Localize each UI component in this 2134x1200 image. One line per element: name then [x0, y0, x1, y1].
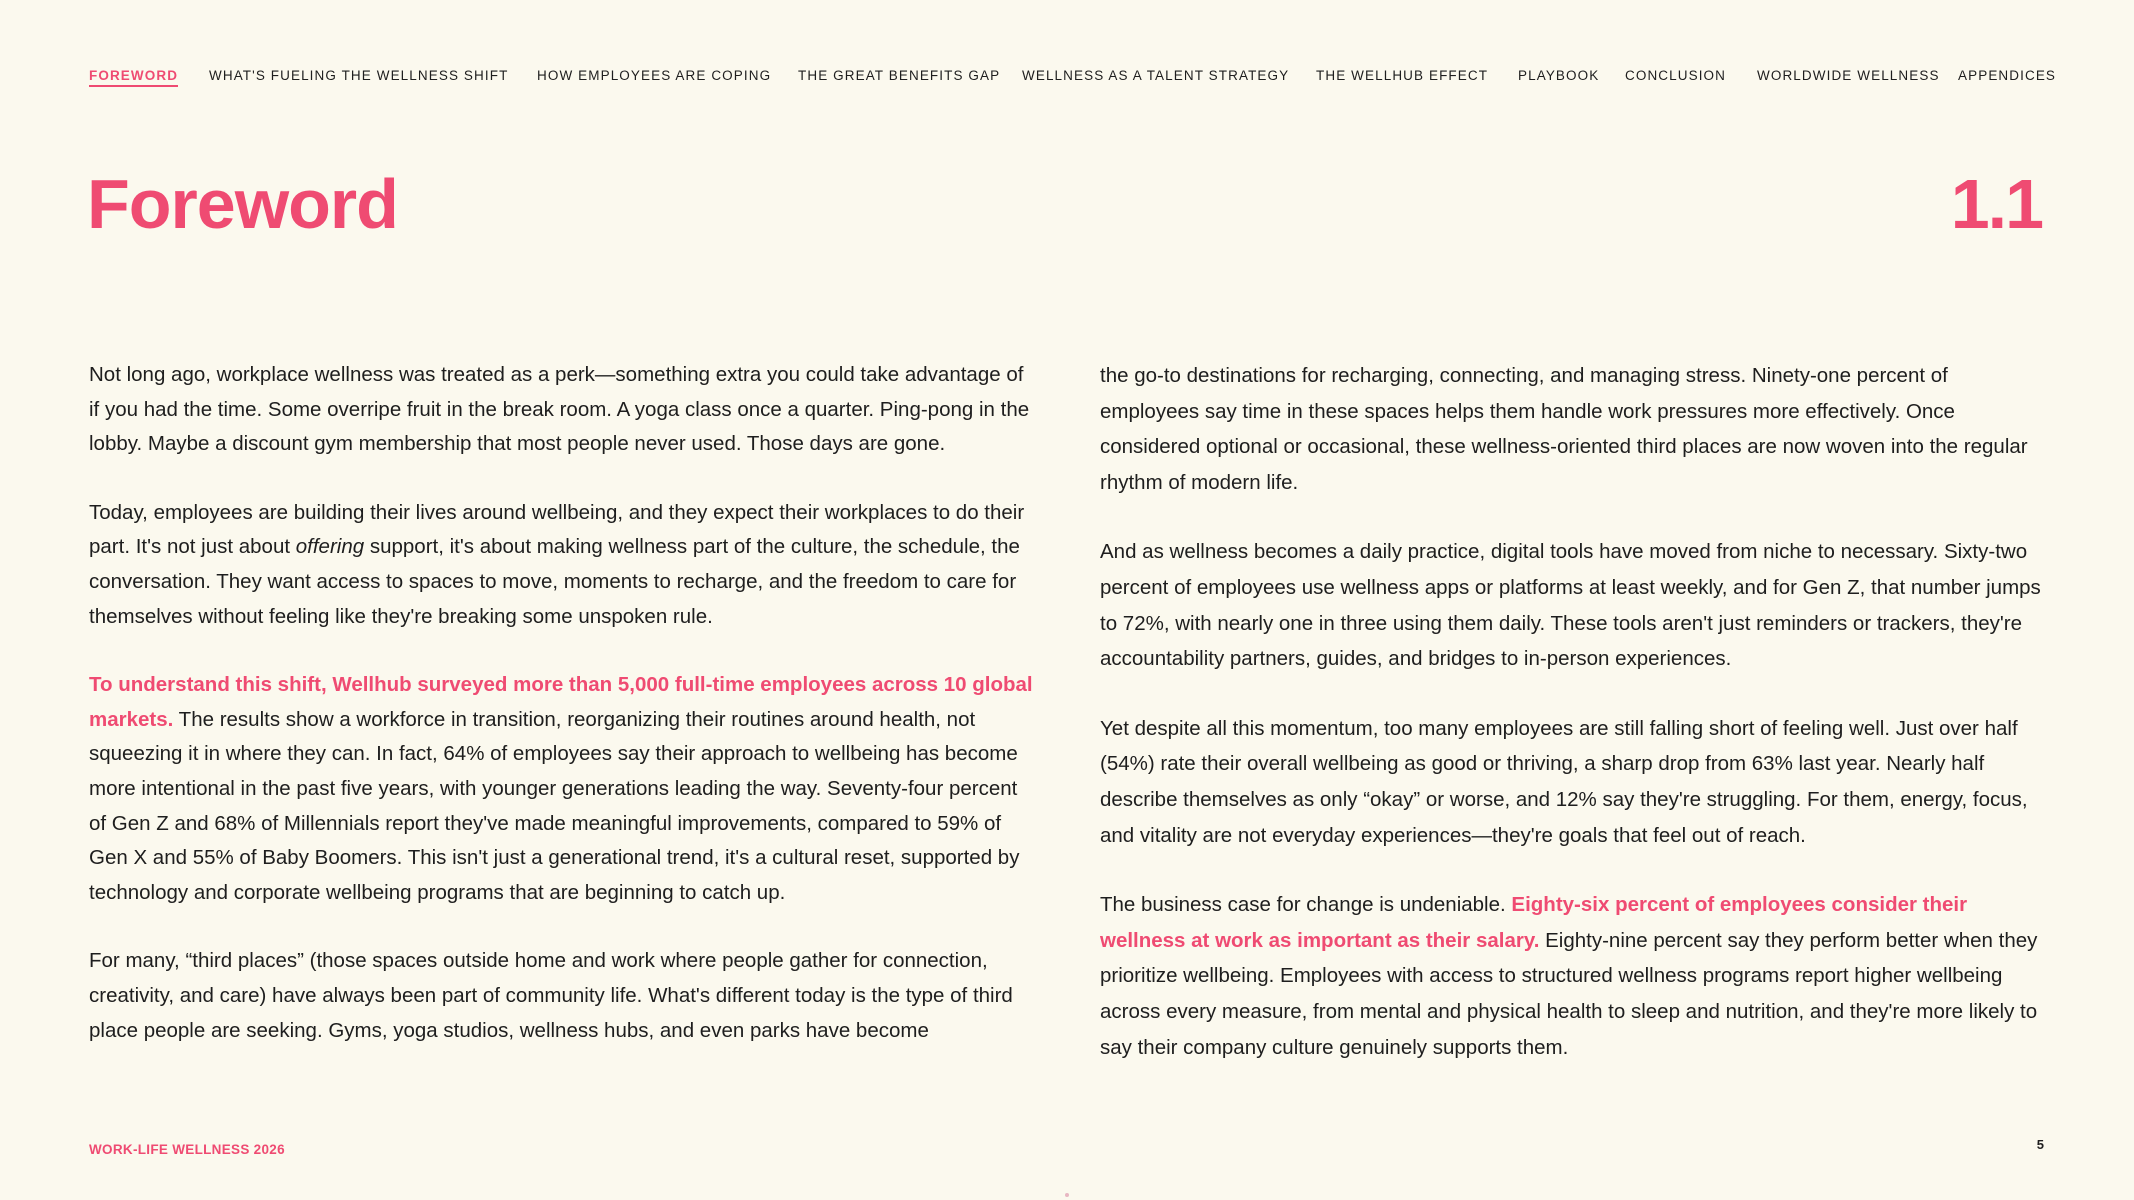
nav-item-worldwide-wellness[interactable]: WORLDWIDE WELLNESS: [1757, 68, 1940, 83]
paragraph: Not long ago, workplace wellness was treated as a perk—something extra you could take advantage of if you had the time. Some overripe fruit in the break room. A yoga class once a quarter. Ping-pong in the lobby. Maybe a discount gym membership that most people never used. Those days are gone.: [89, 363, 1030, 456]
paragraph-text: Today, employees are building their lives around wellbeing, and they expect their workplaces to do their part. It's not just about: [89, 500, 1025, 559]
section-number: 1.1: [1950, 165, 2042, 243]
nav-item-talent-strategy[interactable]: WELLNESS AS A TALENT STRATEGY: [1022, 68, 1290, 83]
paragraph-text: The business case for change is undeniable.: [1100, 893, 1512, 917]
paragraph: Yet despite all this momentum, too many employees are still falling short of feeling well. Just over half (54%) rate their overall wellbeing as good or thriving, a sharp drop from 63% last year. Nearly half describe themselves as only “okay” or worse, and 12% say they're struggling. For them, energy, focus, and vitality are not everyday experiences—they're goals that feel out of reach.: [1100, 716, 2028, 847]
paragraph: And as wellness becomes a daily practice, digital tools have moved from niche to necessary. Sixty-two percent of employees use wellness apps or platforms at least weekly, and for Gen Z, that number jumps to 72%, with nearly one in three using them daily. These tools aren't just reminders or trackers, they're accountability partners, guides, and bridges to in-person experiences.: [1100, 540, 2041, 671]
nav-item-appendices[interactable]: APPENDICES: [1958, 68, 2057, 83]
paragraph-text: Eighty-nine percent say they perform better when they prioritize wellbeing. Employees with access to structured wellness programs report higher wellbeing across every measure, from mental and physical health to sleep and nutrition, and they're more likely to say their company culture genuinely supports them.: [1100, 928, 2038, 1059]
scroll-indicator-dot: [1065, 1193, 1069, 1197]
nav-item-employees-coping[interactable]: HOW EMPLOYEES ARE COPING: [537, 68, 772, 83]
nav-item-conclusion[interactable]: CONCLUSION: [1625, 68, 1727, 83]
page-title: Foreword: [87, 165, 398, 243]
page-number: 5: [2036, 1137, 2044, 1152]
highlight-text: Eighty-six percent of employees consider their wellness at work as important as their salary.: [1100, 893, 1968, 952]
paragraph-text: support, it's about making wellness part of the culture, the schedule, the conversation. They want access to spaces to move, moments to recharge, and the freedom to care for themselves without feeling like they're breaking some unspoken rule.: [89, 535, 1020, 628]
paragraph-text: The results show a workforce in transition, reorganizing their routines around health, not squeezing it in where they can. In fact, 64% of employees say their approach to wellbeing has become more intentional in the past five years, with younger generations leading the way. Seventy-four percent of Gen Z and 68% of Millennials report they've made meaningful improvements, compared to 59% of Gen X and 55% of Baby Boomers. This isn't just a generational trend, it's a cultural reset, supported by technology and corporate wellbeing programs that are beginning to catch up.: [89, 707, 1020, 904]
paragraph: [89, 668, 1039, 910]
nav-item-benefits-gap[interactable]: THE GREAT BENEFITS GAP: [798, 68, 1001, 83]
paragraph: For many, “third places” (those spaces outside home and work where people gather for connection, creativity, and care) have always been part of community life. What's different today is the type of third place people are seeking. Gyms, yoga studios, wellness hubs, and even parks have become: [89, 949, 1013, 1042]
emphasis-text: offering: [295, 535, 365, 559]
highlight-text: To understand this shift, Wellhub surveyed more than 5,000 full-time employees across 10 global markets.: [89, 673, 1033, 731]
nav-item-wellness-shift[interactable]: WHAT'S FUELING THE WELLNESS SHIFT: [209, 68, 509, 83]
right-column: [1100, 358, 2050, 1099]
footer-report-name: WORK-LIFE WELLNESS 2026: [89, 1142, 285, 1157]
paragraph: [89, 496, 1039, 634]
left-column: [89, 358, 1039, 1082]
paragraph: [1100, 887, 2050, 1065]
nav-item-playbook[interactable]: PLAYBOOK: [1518, 68, 1600, 83]
nav-item-foreword[interactable]: FOREWORD: [89, 68, 178, 87]
nav-item-wellhub-effect[interactable]: THE WELLHUB EFFECT: [1316, 68, 1489, 83]
top-navigation: [89, 62, 2057, 94]
paragraph: the go-to destinations for recharging, connecting, and managing stress. Ninety-one percent of employees say time in these spaces helps them handle work pressures more effectively. Once considered optional or occasional, these wellness-oriented third places are now woven into the regular rhythm of modern life.: [1100, 364, 2028, 494]
